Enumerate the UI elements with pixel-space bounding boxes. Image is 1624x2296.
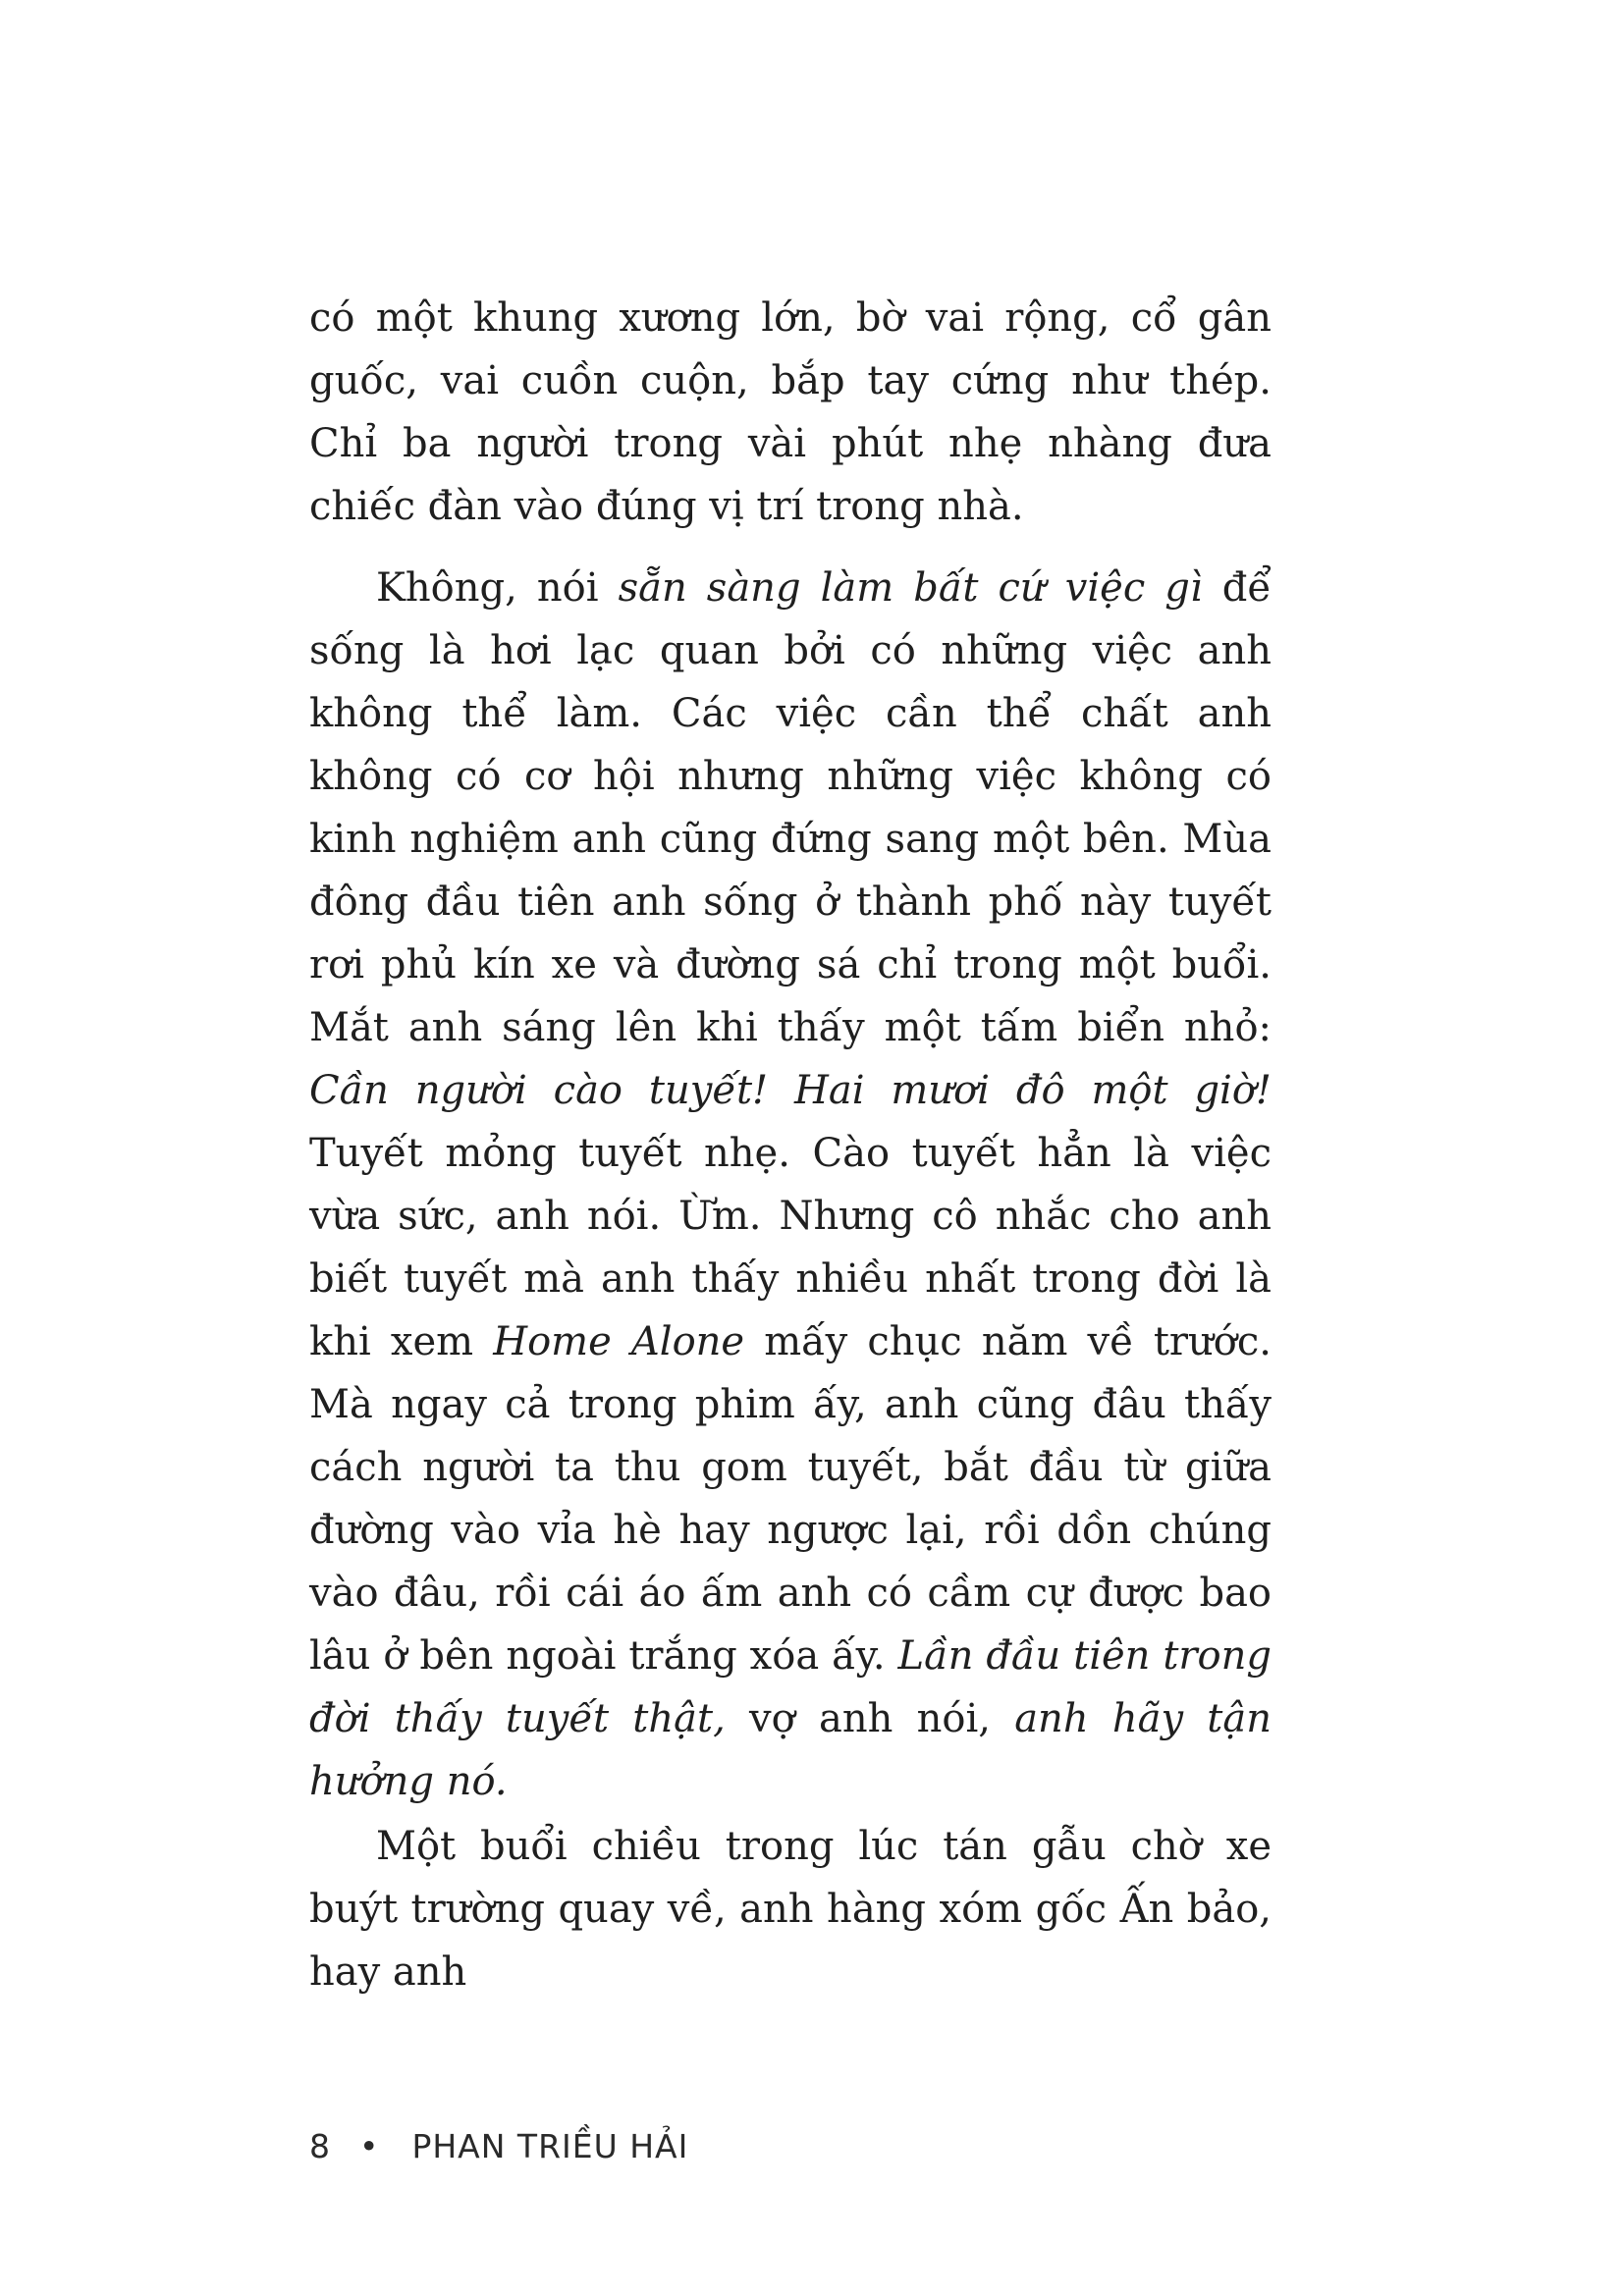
- text-run: mấy chục năm về trước. Mà ngay cả trong phim ấy, anh cũng đâu thấy cách người ta thu gom tuyết, bắt đầu từ giữa đường vào vỉa hè hay ngược lại, rồi dồn chúng vào đâu, rồi cái áo ấm anh có cầm cự được bao lâu ở bên ngoài trắng xóa ấy.: [309, 1319, 1272, 1679]
- page-number: 8: [309, 2127, 330, 2165]
- paragraph-continuation: [309, 287, 1272, 538]
- italic-run: Cần người cào tuyết! Hai mươi đô một giờ!: [309, 1068, 1272, 1113]
- paragraph-afternoon: [309, 1815, 1272, 2003]
- italic-run: sẵn sàng làm bất cứ việc gì: [618, 565, 1203, 611]
- text-run: vợ anh nói,: [725, 1696, 1015, 1741]
- italic-run: Lần đầu tiên trong đời thấy tuyết thật,: [309, 1633, 1272, 1741]
- paragraph-text: Một buổi chiều trong lúc tán gẫu chờ xe buýt trường quay về, anh hàng xóm gốc Ấn bảo, hay anh: [309, 1824, 1272, 1995]
- text-run: để sống là hơi lạc quan bởi có những việc anh không thể làm. Các việc cần thể chất anh không có cơ hội nhưng những việc không có kinh nghiệm anh cũng đứng sang một bên. Mùa đông đầu tiên anh sống ở thành phố này tuyết rơi phủ kín xe và đường sá chỉ trong một buổi. Mắt anh sáng lên khi thấy một tấm biển nhỏ:: [309, 565, 1272, 1050]
- italic-run: anh hãy tận hưởng nó.: [309, 1696, 1272, 1804]
- page-footer: [309, 2127, 688, 2165]
- paragraph-text: [309, 557, 1272, 1813]
- text-run: Không, nói: [376, 565, 619, 611]
- author-name: PHAN TRIỀU HẢI: [411, 2127, 689, 2165]
- footer-separator: •: [359, 2127, 379, 2165]
- paragraph-text: có một khung xương lớn, bờ vai rộng, cổ gân guốc, vai cuồn cuộn, bắp tay cứng như thép. Chỉ ba người trong vài phút nhẹ nhàng đưa chiếc đàn vào đúng vị trí trong nhà.: [309, 295, 1272, 529]
- text-run: Tuyết mỏng tuyết nhẹ. Cào tuyết hẳn là việc vừa sức, anh nói. Ừm. Nhưng cô nhắc cho anh biết tuyết mà anh thấy nhiều nhất trong đời là khi xem: [309, 1131, 1272, 1364]
- italic-run: Home Alone: [493, 1319, 745, 1364]
- paragraph-snow: [309, 557, 1272, 1813]
